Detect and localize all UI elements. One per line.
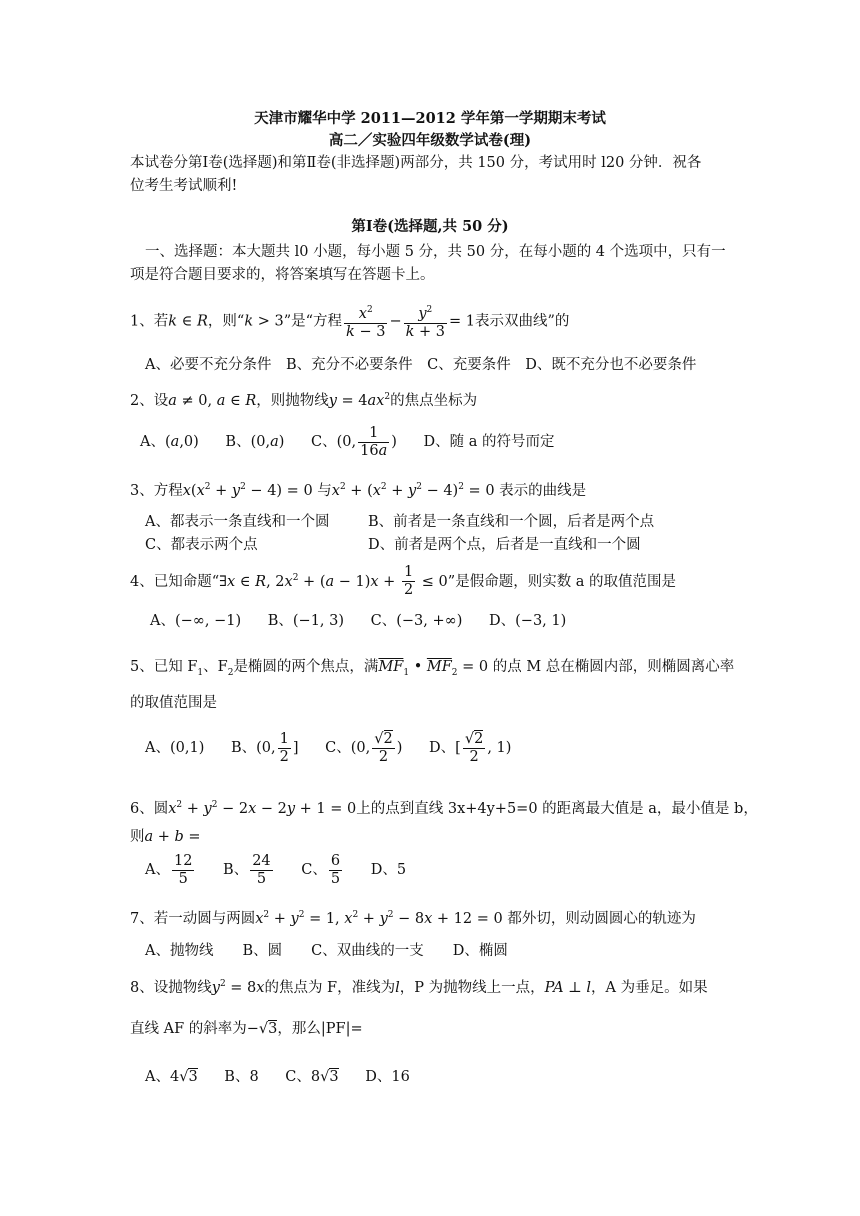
- q8-pf-text: ，那么|PF|=: [277, 1021, 363, 1037]
- q1-options: A、必要不充分条件 B、充分不必要条件 C、充要条件 D、既不充分也不必要条件: [145, 357, 697, 373]
- question-3: 3、方程$x(x^2 + y^2 - 4) = 0$ 与$x^2 + (x^2 + y^2 - 4)^2 = 0$ 表示的曲线是: [130, 482, 587, 499]
- q8-mid1: 的焦点为 F，准线为: [264, 979, 396, 996]
- q6-then: 则: [130, 829, 145, 845]
- exam-title: 天津市耀华中学 2011—2012 学年第一学期期末考试: [254, 110, 606, 127]
- q4-option-b: B、: [267, 613, 293, 629]
- q2-suffix: 的焦点坐标为: [390, 392, 478, 409]
- exam-subtitle: 高二／实验四年级数学试卷(理): [328, 132, 532, 149]
- q5-line-2: 的取值范围是: [130, 695, 217, 711]
- q6-options: A、 $\frac{12}{5}$ B、 $\frac{24}{5}$ C、 $\frac{6}{5}$ D、5: [145, 852, 407, 887]
- q2-option-a: A、: [140, 434, 165, 450]
- q6-option-c: C、: [301, 862, 327, 878]
- q3-suffix: 表示的曲线是: [499, 482, 587, 499]
- q1-fraction-y: $\frac{y^2}{k + 3}$: [404, 302, 447, 341]
- q2-mid: ，则抛物线: [256, 392, 329, 409]
- q4-prefix: 4、已知命题“: [130, 573, 220, 590]
- q5-option-d: D、: [429, 740, 456, 756]
- q4-suffix: ”是假命题，则实数 a 的取值范围是: [447, 573, 677, 590]
- q6-line-2: 则a + b =: [130, 829, 201, 845]
- q6-option-b: B、: [223, 862, 249, 878]
- question-1: 1、若k ∈ R，则“k > 3”是“方程 $\frac{x^2}{k - 3}$ − $\frac{y^2}{k + 3}$ = 1表示双曲线”的: [130, 302, 569, 341]
- q8-option-a: A、: [145, 1069, 170, 1085]
- question-2: 2、设a ≠ 0, a ∈ R，则抛物线$y = 4ax^2$的焦点坐标为: [130, 392, 478, 409]
- q2-option-b: B、: [225, 434, 251, 450]
- q4-option-c: C、: [370, 613, 397, 629]
- q7-prefix: 7、若一动圆与两圆: [130, 910, 256, 927]
- q2-option-d: D、随 a 的符号而定: [423, 434, 555, 450]
- q3-mid: 与: [317, 482, 332, 499]
- q5-option-b: B、: [230, 740, 257, 756]
- section-title: 第Ⅰ卷(选择题,共 50 分): [351, 218, 509, 235]
- q1-suffix: 表示双曲线”的: [474, 313, 570, 330]
- q8-slope-text: 直线 AF 的斜率为: [130, 1021, 247, 1037]
- q4-option-d: D、: [489, 613, 516, 629]
- q3-option-a: A、都表示一条直线和一个圆: [145, 514, 330, 530]
- q6-option-a: A、: [145, 862, 170, 878]
- q2-option-c: C、: [311, 434, 337, 450]
- q8-prefix: 8、设抛物线: [130, 979, 212, 996]
- q1-cond1: ，则“: [207, 313, 245, 330]
- intro-line-1: 本试卷分第Ⅰ卷(选择题)和第Ⅱ卷(非选择题)两部分，共 150 分，考试用时 l20 分钟．祝各: [130, 155, 702, 171]
- section-instruction-2: 项是符合题目要求的，将答案填写在答题卡上。: [130, 267, 435, 283]
- q8-options: A、4√3 B、8 C、8√3 D、16: [145, 1069, 410, 1085]
- q3-option-d: D、前者是两个点，后者是一直线和一个圆: [368, 537, 641, 553]
- q5-text-b: 、F: [203, 659, 228, 675]
- q7-suffix: 都外切，则动圆圆心的轨迹为: [507, 910, 696, 927]
- q8-option-c: C、: [285, 1069, 311, 1085]
- q1-fraction-x: $\frac{x^2}{k - 3}$: [344, 302, 387, 341]
- q2-prefix: 2、设: [130, 392, 169, 409]
- q8-option-d: D、16: [365, 1069, 410, 1085]
- q5-text-c: 是椭圆的两个焦点，满: [233, 659, 379, 675]
- question-4: 4、已知命题“∃x ∈ R, $2x^2 + (a - 1)x$ + $\frac{1}{2}$ ≤ 0”是假命题，则实数 a 的取值范围是: [130, 564, 677, 599]
- q2-options: A、(a,0) B、(0,a) C、(0, $\frac{1}{16a}$ ) D、随 a 的符号而定: [140, 424, 555, 459]
- q5-text-a: 5、已知 F: [130, 659, 198, 675]
- q8-mid2: ，P 为抛物线上一点，: [399, 979, 545, 996]
- intro-line-2: 位考生考试顺利!: [130, 178, 238, 194]
- q1-cond2: ”是“方程: [283, 313, 343, 330]
- q3-option-c: C、都表示两个点: [145, 537, 258, 553]
- q5-option-c: C、: [325, 740, 351, 756]
- q6-suffix: 上的点到直线 3x+4y+5=0 的距离最大值是 a，最小值是 b，: [356, 800, 758, 817]
- q8-mid3: ，A 为垂足。如果: [591, 979, 708, 996]
- q8-line-2: 直线 AF 的斜率为−√3，那么|PF|=: [130, 1021, 363, 1037]
- q3-option-b: B、前者是一条直线和一个圆，后者是两个点: [368, 514, 655, 530]
- question-5: 5、已知 $F_1$、$F_2$是椭圆的两个焦点，满$\overline{MF}_1$ • $\overline{MF}_2 = 0$ 的点 M 总在椭圆内部，则椭圆离心率: [130, 659, 735, 678]
- q1-prefix: 1、若: [130, 313, 169, 330]
- q5-option-a: A、: [145, 740, 170, 756]
- q8-option-b: B、8: [224, 1069, 259, 1085]
- question-6: 6、圆$x^2 + y^2 - 2x - 2y + 1 = 0$上的点到直线 3x+4y+5=0 的距离最大值是 a，最小值是 b，: [130, 800, 758, 817]
- question-7: 7、若一动圆与两圆$x^2 + y^2 = 1$, $x^2 + y^2 - 8x + 12 = 0$ 都外切，则动圆圆心的轨迹为: [130, 910, 696, 927]
- q5-text-d: 的点 M 总在椭圆内部，则椭圆离心率: [492, 659, 735, 675]
- q5-options: A、(0,1) B、(0, $\frac{1}{2}$ ] C、(0, $\frac{√2}{2}$ ) D、[ $\frac{√2}{2}$ , 1): [145, 730, 512, 765]
- q4-option-a: A、: [150, 613, 175, 629]
- q6-prefix: 6、圆: [130, 800, 169, 817]
- q3-prefix: 3、方程: [130, 482, 183, 499]
- q6-option-d: D、5: [370, 862, 407, 878]
- question-8: 8、设抛物线$y^2 = 8x$的焦点为 F，准线为l，P 为抛物线上一点，PA ⊥ l，A 为垂足。如果: [130, 979, 708, 996]
- q4-options: A、(−∞, −1) B、(−1, 3) C、(−3, +∞) D、(−3, 1): [150, 613, 567, 629]
- section-instruction-1: 一、选择题：本大题共 l0 小题，每小题 5 分，共 50 分，在每小题的 4 个选项中，只有一: [145, 244, 726, 260]
- q7-options: A、抛物线 B、圆 C、双曲线的一支 D、椭圆: [145, 943, 508, 959]
